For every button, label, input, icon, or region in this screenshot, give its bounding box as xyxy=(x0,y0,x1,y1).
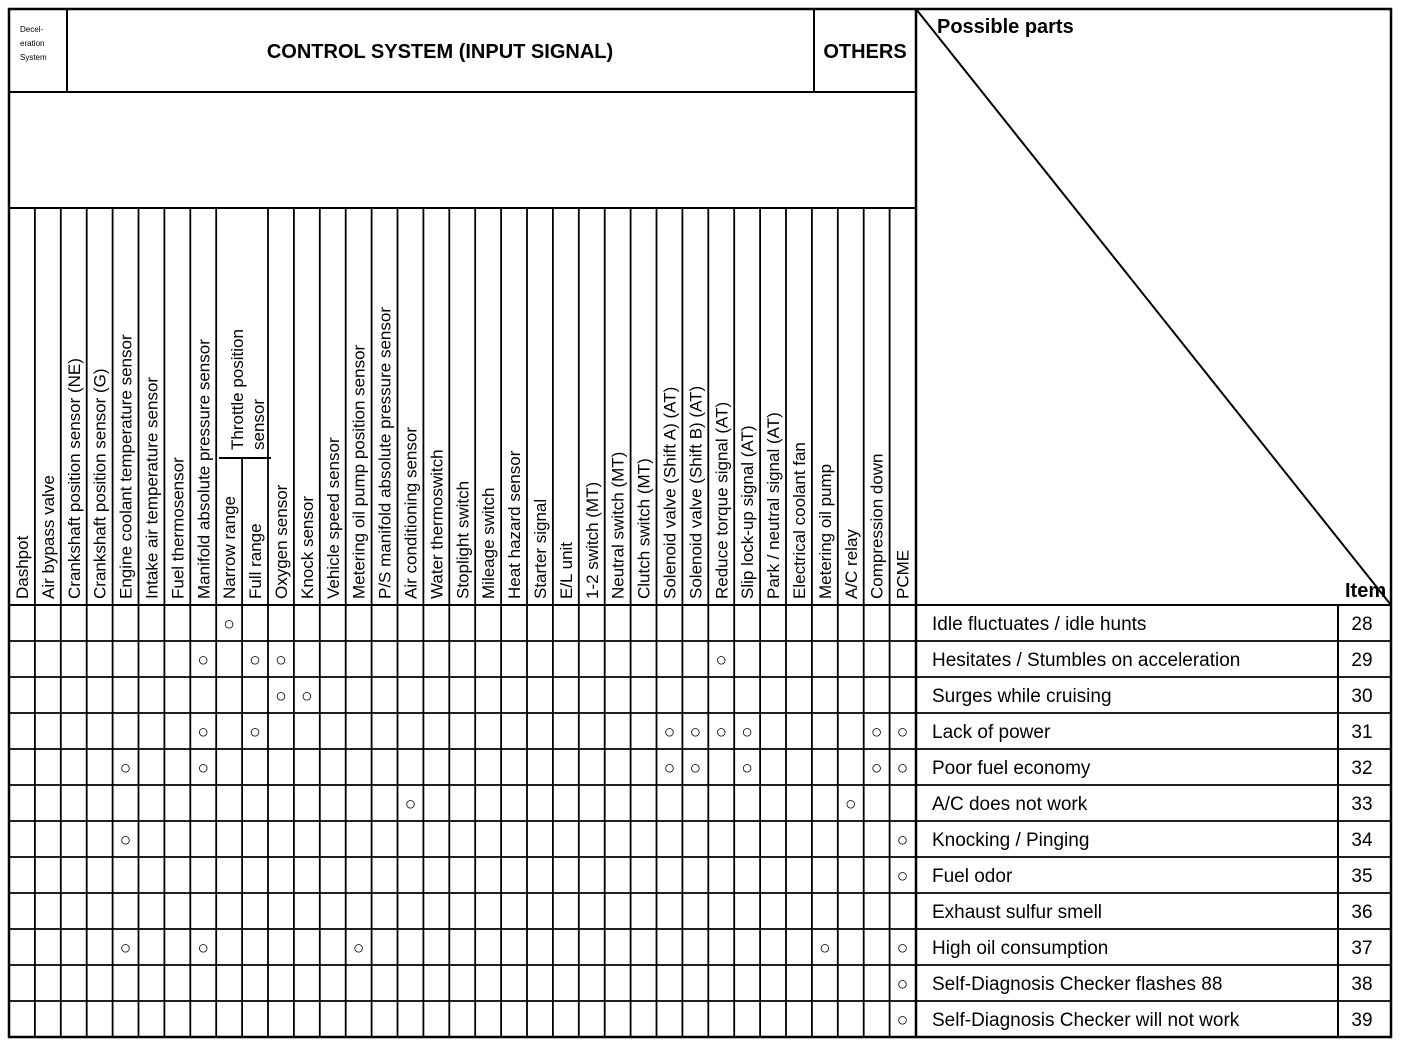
column-label: Park / neutral signal (AT) xyxy=(764,412,784,599)
possible-parts-header: Possible parts xyxy=(937,16,1074,38)
symptom-label: Exhaust sulfur smell xyxy=(932,902,1103,923)
check-mark: ○ xyxy=(689,758,702,779)
symptom-label: Self-Diagnosis Checker will not work xyxy=(932,1010,1240,1031)
throttle-position-label-line-1: Throttle position xyxy=(228,329,247,450)
column-label: Manifold absolute pressure sensor xyxy=(194,339,214,599)
check-mark: ○ xyxy=(870,758,883,779)
symptom-label: Idle fluctuates / idle hunts xyxy=(932,614,1147,635)
column-label: 1-2 switch (MT) xyxy=(582,481,602,599)
symptom-label: High oil consumption xyxy=(932,938,1109,959)
item-number: 32 xyxy=(1351,758,1373,779)
others-header: OTHERS xyxy=(823,41,907,63)
column-label: Narrow range xyxy=(220,496,240,599)
table-row xyxy=(198,722,1373,743)
symptom-label: Surges while cruising xyxy=(932,686,1112,707)
check-mark: ○ xyxy=(663,722,676,743)
check-mark: ○ xyxy=(870,722,883,743)
grid-lines xyxy=(9,208,1391,1037)
table-row xyxy=(120,830,1373,851)
column-label: Metering oil pump xyxy=(815,463,835,599)
column-label: Mileage switch xyxy=(479,487,499,599)
check-mark: ○ xyxy=(249,650,261,671)
column-label: Solenoid valve (Shift A) (AT) xyxy=(660,386,680,599)
item-number: 38 xyxy=(1351,974,1373,995)
column-label: Air conditioning sensor xyxy=(401,427,421,599)
check-mark: ○ xyxy=(404,794,417,815)
item-number: 31 xyxy=(1351,722,1373,743)
table-row xyxy=(897,974,1373,995)
column-label: Fuel thermosensor xyxy=(168,457,188,599)
item-number: 28 xyxy=(1351,614,1373,635)
table-row xyxy=(120,758,1373,779)
throttle-position-label-line-2: sensor xyxy=(249,398,268,450)
check-mark: ○ xyxy=(249,722,261,743)
column-label: Oxygen sensor xyxy=(271,484,291,599)
column-label: Crankshaft position sensor (G) xyxy=(90,368,110,599)
column-label: Slip lock-up signal (AT) xyxy=(738,425,758,599)
deceleration-system-label-line-1: Decel- xyxy=(20,25,44,34)
check-mark: ○ xyxy=(663,758,676,779)
column-label: Water thermoswitch xyxy=(427,449,447,599)
check-mark: ○ xyxy=(741,758,753,779)
check-mark: ○ xyxy=(741,722,753,743)
column-label: Compression down xyxy=(867,453,887,599)
symptom-label: Fuel odor xyxy=(932,866,1013,887)
table-row xyxy=(223,614,1372,635)
column-label: Reduce torque signal (AT) xyxy=(712,401,732,599)
column-label: Heat hazard sensor xyxy=(505,450,525,599)
check-mark: ○ xyxy=(119,758,132,779)
check-mark: ○ xyxy=(197,650,209,671)
check-mark: ○ xyxy=(896,758,909,779)
table-row xyxy=(120,938,1373,959)
item-number: 34 xyxy=(1351,830,1373,851)
check-mark: ○ xyxy=(896,722,909,743)
column-label: P/S manifold absolute pressure sensor xyxy=(375,307,395,599)
check-mark: ○ xyxy=(119,830,132,851)
item-number: 30 xyxy=(1351,686,1373,707)
item-number: 39 xyxy=(1351,1010,1373,1031)
table-row xyxy=(897,866,1373,887)
check-mark: ○ xyxy=(715,650,727,671)
symptom-label: Hesitates / Stumbles on acceleration xyxy=(932,650,1241,671)
column-label: Clutch switch (MT) xyxy=(634,458,654,599)
control-system-header: CONTROL SYSTEM (INPUT SIGNAL) xyxy=(266,41,614,63)
check-mark: ○ xyxy=(352,938,365,959)
table-row xyxy=(932,902,1373,923)
column-label: Air bypass valve xyxy=(38,475,58,599)
item-number: 29 xyxy=(1351,650,1373,671)
throttle-position-group xyxy=(219,329,271,458)
symptom-label: Knocking / Pinging xyxy=(932,830,1090,851)
table-row xyxy=(275,686,1372,707)
column-label: Metering oil pump position sensor xyxy=(349,344,369,599)
column-label: Intake air temperature sensor xyxy=(142,376,162,599)
check-mark: ○ xyxy=(275,650,287,671)
column-label: Solenoid valve (Shift B) (AT) xyxy=(686,385,706,599)
item-number: 33 xyxy=(1351,794,1373,815)
deceleration-system-label-line-3: System xyxy=(20,53,47,62)
item-number: 37 xyxy=(1351,938,1373,959)
column-label: Full range xyxy=(246,523,266,599)
table-row xyxy=(198,650,1373,671)
check-mark: ○ xyxy=(689,722,702,743)
check-mark: ○ xyxy=(715,722,727,743)
check-mark: ○ xyxy=(275,686,287,707)
symptom-label: Poor fuel economy xyxy=(932,758,1091,779)
symptom-label: Lack of power xyxy=(932,722,1051,743)
check-mark: ○ xyxy=(119,938,132,959)
column-label: Electrical coolant fan xyxy=(789,442,809,599)
column-label: PCME xyxy=(893,549,913,599)
column-label: Dashpot xyxy=(12,535,32,599)
table-row xyxy=(897,1010,1373,1031)
check-mark: ○ xyxy=(896,1010,909,1031)
column-label: Starter signal xyxy=(530,498,550,599)
column-label: Crankshaft position sensor (NE) xyxy=(64,358,84,599)
check-mark: ○ xyxy=(896,974,909,995)
check-mark: ○ xyxy=(197,722,209,743)
column-headers xyxy=(13,307,913,599)
item-number: 36 xyxy=(1351,902,1373,923)
check-mark: ○ xyxy=(845,794,857,815)
check-mark: ○ xyxy=(301,686,313,707)
column-label: A/C relay xyxy=(841,529,861,599)
column-label: Neutral switch (MT) xyxy=(608,451,628,599)
check-mark: ○ xyxy=(896,866,909,887)
check-mark: ○ xyxy=(896,830,909,851)
item-number: 35 xyxy=(1351,866,1373,887)
check-mark: ○ xyxy=(197,938,209,959)
symptom-label: Self-Diagnosis Checker flashes 88 xyxy=(932,974,1223,995)
item-header: Item xyxy=(1345,580,1387,602)
column-label: Engine coolant temperature sensor xyxy=(116,334,136,599)
column-label: Knock sensor xyxy=(297,496,317,599)
column-label: Stoplight switch xyxy=(453,480,473,599)
deceleration-system-label-line-2: eration xyxy=(20,39,45,48)
column-label: Vehicle speed sensor xyxy=(323,437,343,599)
check-mark: ○ xyxy=(896,938,909,959)
check-mark: ○ xyxy=(819,938,831,959)
check-mark: ○ xyxy=(223,614,235,635)
check-mark: ○ xyxy=(197,758,209,779)
symptom-label: A/C does not work xyxy=(932,794,1088,815)
column-label: E/L unit xyxy=(556,541,576,599)
table-row xyxy=(405,794,1373,815)
